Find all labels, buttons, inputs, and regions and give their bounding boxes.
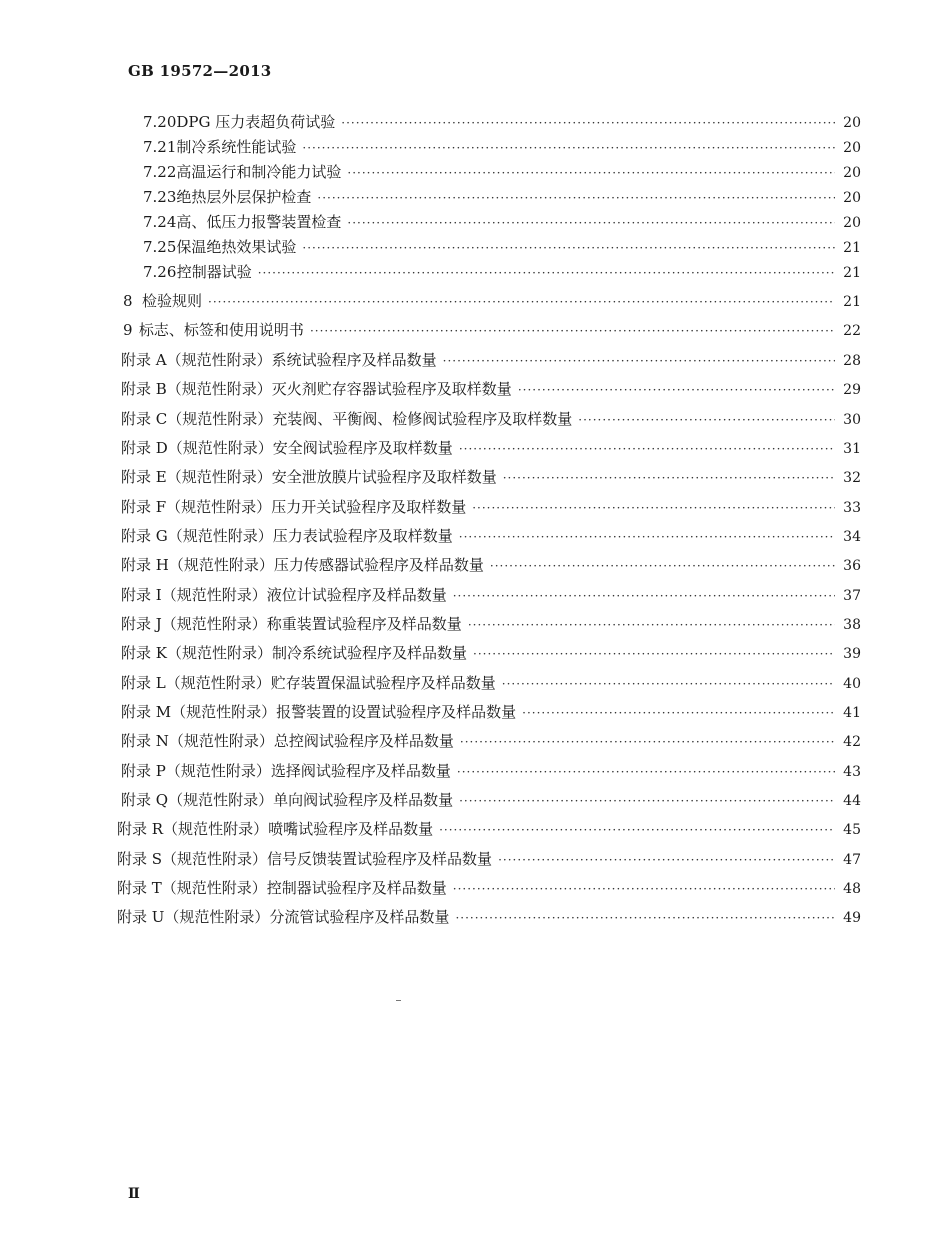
toc-entry-page: 42 bbox=[843, 734, 861, 750]
toc-leader-dots bbox=[455, 908, 835, 928]
toc-leader-dots bbox=[258, 263, 835, 283]
toc-entry-title: 控制器试验程序及样品数量 bbox=[266, 879, 447, 897]
toc-entry-number: 附录 L（规范性附录） bbox=[121, 674, 271, 692]
toc-entry-title: 称重装置试验程序及样品数量 bbox=[266, 615, 462, 633]
toc-entry-page: 21 bbox=[843, 294, 861, 310]
toc-leader-dots bbox=[459, 439, 835, 459]
toc-leader-dots bbox=[472, 498, 835, 518]
toc-entry-title: 控制器试验 bbox=[176, 263, 252, 281]
toc-entry-title: 安全泄放膜片试验程序及取样数量 bbox=[271, 468, 497, 486]
toc-entry-title: 制冷系统试验程序及样品数量 bbox=[271, 644, 467, 662]
toc-leader-dots bbox=[578, 410, 835, 430]
toc-leader-dots bbox=[347, 213, 835, 233]
toc-entry[interactable] bbox=[143, 112, 861, 133]
toc-entry-page: 34 bbox=[843, 529, 861, 545]
toc-entry-title: 压力开关试验程序及取样数量 bbox=[271, 498, 467, 516]
toc-entry-page: 20 bbox=[843, 115, 861, 131]
toc-entry[interactable] bbox=[121, 702, 861, 723]
toc-entry-page: 41 bbox=[843, 705, 861, 721]
toc-entry-number: 7.22 bbox=[143, 163, 177, 181]
toc-entry[interactable] bbox=[143, 137, 861, 158]
toc-entry-number: 附录 D（规范性附录） bbox=[121, 439, 273, 457]
toc-entry-page: 36 bbox=[843, 558, 861, 574]
toc-entry-title: 保温绝热效果试验 bbox=[176, 238, 297, 256]
toc-entry-number: 附录 F（规范性附录） bbox=[121, 498, 272, 516]
toc-entry-number: 附录 R（规范性附录） bbox=[117, 820, 269, 838]
toc-entry-title: 贮存装置保温试验程序及样品数量 bbox=[270, 674, 496, 692]
toc-entry[interactable] bbox=[121, 761, 861, 782]
toc-entry[interactable] bbox=[121, 614, 861, 635]
toc-entry-number: 附录 G（规范性附录） bbox=[121, 527, 273, 545]
toc-leader-dots bbox=[453, 586, 835, 606]
toc-leader-dots bbox=[341, 113, 835, 133]
toc-entry-title: 信号反馈装置试验程序及样品数量 bbox=[267, 850, 493, 868]
toc-leader-dots bbox=[460, 732, 835, 752]
toc-entry-title: 分流管试验程序及样品数量 bbox=[269, 908, 450, 926]
toc-entry-page: 43 bbox=[843, 764, 861, 780]
toc-entry-page: 20 bbox=[843, 165, 861, 181]
toc-entry-title: 压力表试验程序及取样数量 bbox=[272, 527, 453, 545]
toc-entry[interactable] bbox=[121, 585, 861, 606]
toc-leader-dots bbox=[453, 879, 835, 899]
toc-entry-page: 49 bbox=[843, 910, 861, 926]
toc-entry[interactable] bbox=[143, 212, 861, 233]
toc-entry-number: 附录 P（规范性附录） bbox=[121, 762, 271, 780]
toc-entry-title: 压力传感器试验程序及样品数量 bbox=[273, 556, 484, 574]
toc-entry[interactable] bbox=[121, 350, 861, 371]
toc-entry-number: 附录 H（规范性附录） bbox=[121, 556, 274, 574]
toc-entry-title: 充装阀、平衡阀、检修阀试验程序及取样数量 bbox=[272, 410, 573, 428]
toc-leader-dots bbox=[317, 188, 835, 208]
toc-entry-number: 附录 K（规范性附录） bbox=[121, 644, 272, 662]
toc-entry[interactable] bbox=[123, 320, 861, 341]
page-number: Ⅱ bbox=[128, 1186, 140, 1202]
toc-entry[interactable] bbox=[143, 187, 861, 208]
toc-entry-page: 37 bbox=[843, 588, 861, 604]
toc-entry-title: 安全阀试验程序及取样数量 bbox=[272, 439, 453, 457]
toc-entry-title: 总控阀试验程序及样品数量 bbox=[273, 732, 454, 750]
toc-entry-number: 7.23 bbox=[143, 188, 177, 206]
toc-entry[interactable] bbox=[121, 790, 861, 811]
toc-entry-title: 液位计试验程序及样品数量 bbox=[266, 586, 447, 604]
toc-entry-title: 制冷系统性能试验 bbox=[176, 138, 297, 156]
toc-entry[interactable] bbox=[121, 643, 861, 664]
toc-entry-page: 45 bbox=[843, 822, 861, 838]
toc-entry-title: 选择阀试验程序及样品数量 bbox=[270, 762, 451, 780]
scan-mark bbox=[396, 1000, 401, 1001]
toc-entry-number: 附录 J（规范性附录） bbox=[121, 615, 267, 633]
toc-entry[interactable] bbox=[121, 497, 861, 518]
toc-entry[interactable] bbox=[143, 162, 861, 183]
toc-entry-title: 系统试验程序及样品数量 bbox=[271, 351, 437, 369]
toc-entry-title: DPG 压力表超负荷试验 bbox=[176, 113, 336, 131]
toc-entry-number: 附录 S（规范性附录） bbox=[117, 850, 268, 868]
toc-entry-number: 附录 Q（规范性附录） bbox=[121, 791, 274, 809]
toc-entry-title: 喷嘴试验程序及样品数量 bbox=[268, 820, 434, 838]
toc-entry-number: 7.25 bbox=[143, 238, 177, 256]
toc-entry-number: 附录 A（规范性附录） bbox=[121, 351, 272, 369]
toc-entry-title: 报警装置的设置试验程序及样品数量 bbox=[276, 703, 517, 721]
toc-leader-dots bbox=[347, 163, 835, 183]
toc-entry[interactable] bbox=[121, 379, 861, 400]
toc-leader-dots bbox=[439, 820, 835, 840]
toc-entry[interactable] bbox=[121, 555, 861, 576]
toc-entry-number: 附录 N（规范性附录） bbox=[121, 732, 274, 750]
toc-leader-dots bbox=[473, 644, 835, 664]
toc-leader-dots bbox=[302, 138, 835, 158]
toc-leader-dots bbox=[518, 380, 835, 400]
toc-entry-title: 高温运行和制冷能力试验 bbox=[176, 163, 342, 181]
toc-entry[interactable] bbox=[117, 907, 861, 928]
toc-entry-page: 39 bbox=[843, 646, 861, 662]
toc-entry-page: 32 bbox=[843, 470, 861, 486]
toc-entry-page: 38 bbox=[843, 617, 861, 633]
toc-entry-number: 附录 T（规范性附录） bbox=[117, 879, 267, 897]
toc-entry[interactable] bbox=[121, 467, 861, 488]
toc-entry-title: 单向阀试验程序及样品数量 bbox=[273, 791, 454, 809]
toc-entry[interactable] bbox=[121, 526, 861, 547]
toc-leader-dots bbox=[208, 292, 835, 312]
toc-entry-page: 47 bbox=[843, 852, 861, 868]
toc-leader-dots bbox=[490, 556, 835, 576]
toc-entry-number: 附录 B（规范性附录） bbox=[121, 380, 272, 398]
toc-entry-page: 20 bbox=[843, 140, 861, 156]
toc-entry-page: 21 bbox=[843, 240, 861, 256]
toc-entry-title: 高、低压力报警装置检查 bbox=[176, 213, 342, 231]
toc-entry-number: 9 bbox=[123, 321, 133, 339]
document-header-code: GB 19572—2013 bbox=[128, 62, 272, 80]
toc-entry[interactable] bbox=[117, 819, 861, 840]
toc-entry[interactable] bbox=[123, 291, 861, 312]
toc-entry-page: 22 bbox=[843, 323, 861, 339]
toc-entry-number: 附录 I（规范性附录） bbox=[121, 586, 267, 604]
toc-entry-number: 8 bbox=[123, 292, 133, 310]
toc-entry[interactable] bbox=[121, 673, 861, 694]
toc-entry-page: 30 bbox=[843, 412, 861, 428]
toc-entry-page: 44 bbox=[843, 793, 861, 809]
toc-entry-page: 28 bbox=[843, 353, 861, 369]
toc-leader-dots bbox=[522, 703, 835, 723]
toc-entry-title: 标志、标签和使用说明书 bbox=[138, 321, 304, 339]
toc-entry-page: 20 bbox=[843, 215, 861, 231]
toc-leader-dots bbox=[457, 762, 835, 782]
toc-entry-page: 31 bbox=[843, 441, 861, 457]
toc-entry-page: 40 bbox=[843, 676, 861, 692]
toc-leader-dots bbox=[459, 527, 835, 547]
toc-leader-dots bbox=[302, 238, 835, 258]
toc-entry-number: 7.26 bbox=[143, 263, 177, 281]
toc-leader-dots bbox=[459, 791, 835, 811]
toc-entry-number: 附录 U（规范性附录） bbox=[117, 908, 270, 926]
toc-entry[interactable] bbox=[121, 438, 861, 459]
toc-entry-title: 检验规则 bbox=[142, 292, 203, 310]
toc-entry-page: 33 bbox=[843, 500, 861, 516]
toc-leader-dots bbox=[503, 468, 835, 488]
toc-entry-title: 灭火剂贮存容器试验程序及取样数量 bbox=[271, 380, 512, 398]
toc-entry[interactable] bbox=[143, 262, 861, 283]
toc-entry-number: 7.20 bbox=[143, 113, 177, 131]
toc-entry-title: 绝热层外层保护检查 bbox=[176, 188, 312, 206]
toc-entry-page: 21 bbox=[843, 265, 861, 281]
toc-entry-page: 29 bbox=[843, 382, 861, 398]
toc-entry-page: 48 bbox=[843, 881, 861, 897]
toc-entry[interactable] bbox=[117, 878, 861, 899]
toc-entry-number: 附录 C（规范性附录） bbox=[121, 410, 273, 428]
toc-entry[interactable] bbox=[121, 409, 861, 430]
toc-entry-page: 20 bbox=[843, 190, 861, 206]
toc-entry-number: 7.24 bbox=[143, 213, 177, 231]
toc-entry-number: 附录 M（规范性附录） bbox=[121, 703, 277, 721]
toc-entry-number: 7.21 bbox=[143, 138, 177, 156]
toc-leader-dots bbox=[468, 615, 835, 635]
toc-entry-number: 附录 E（规范性附录） bbox=[121, 468, 272, 486]
toc-leader-dots bbox=[502, 674, 835, 694]
toc-entry[interactable] bbox=[117, 849, 861, 870]
toc-entry[interactable] bbox=[121, 731, 861, 752]
toc-leader-dots bbox=[310, 321, 835, 341]
toc-entry[interactable] bbox=[143, 237, 861, 258]
toc-leader-dots bbox=[443, 351, 835, 371]
toc-leader-dots bbox=[498, 850, 835, 870]
